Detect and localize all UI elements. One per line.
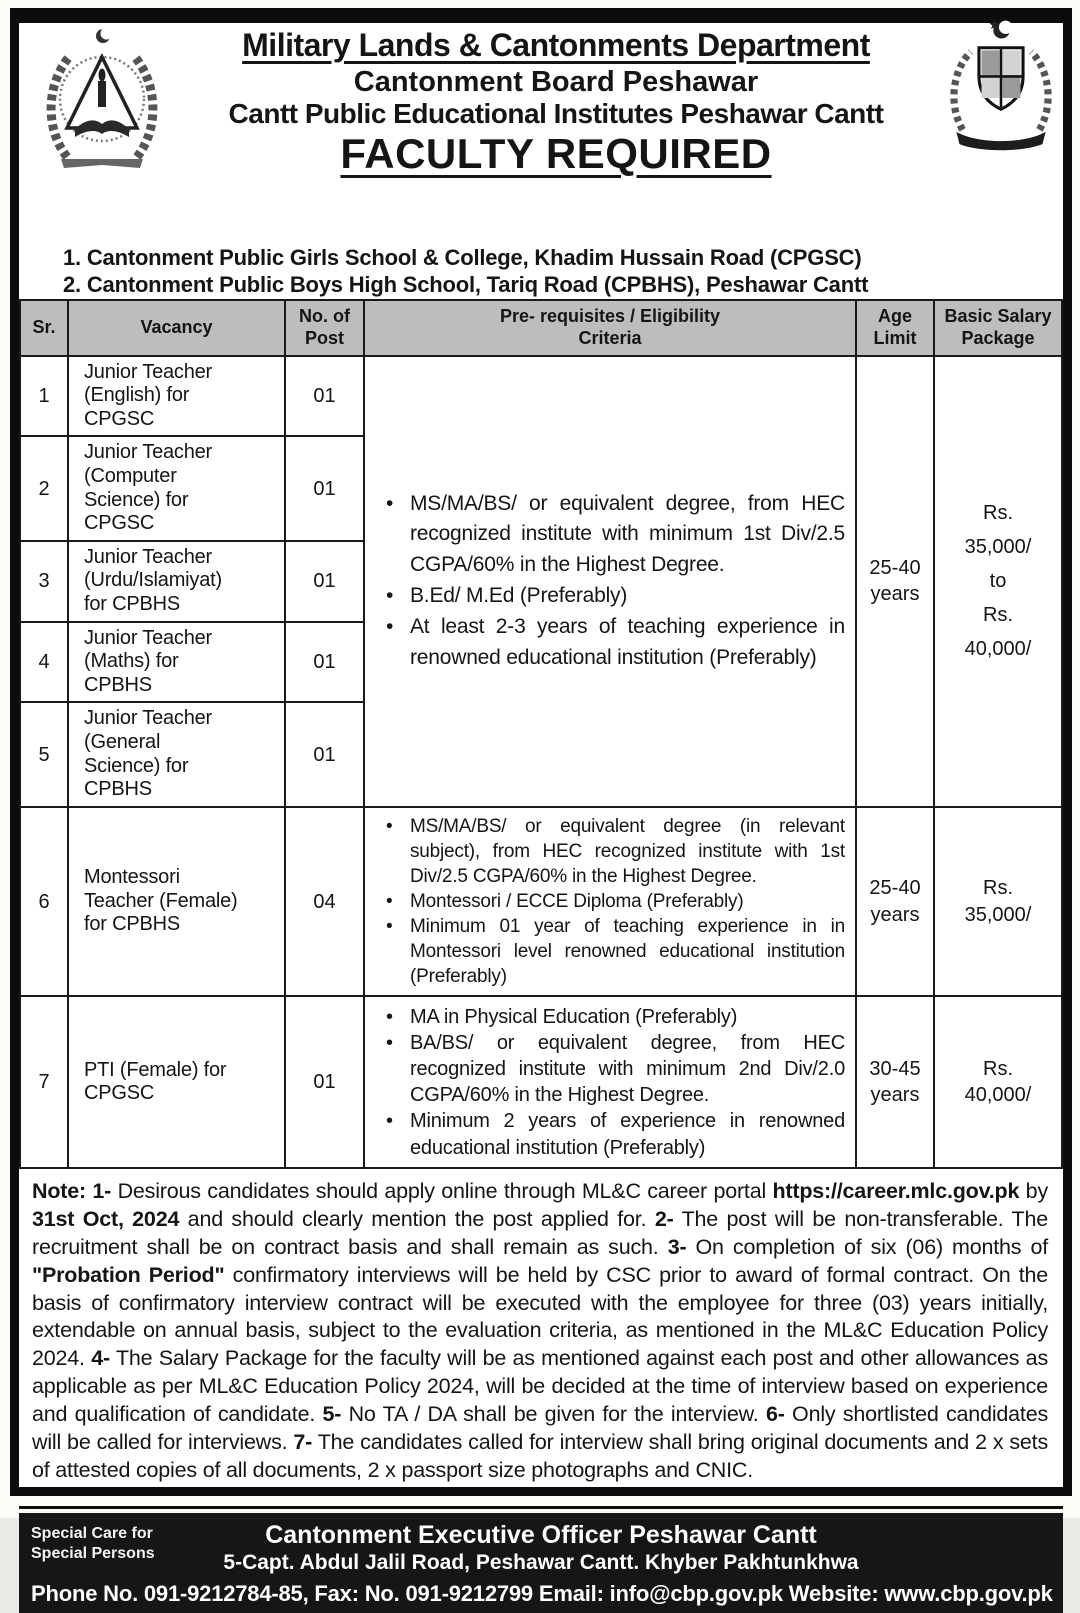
sr-cell: 6 xyxy=(20,807,68,997)
vacancy-cell: Junior Teacher (Urdu/Islamiyat) for CPBHS xyxy=(68,541,285,622)
vacancy-cell: PTI (Female) for CPGSC xyxy=(68,996,285,1168)
badge-line-1: Special Care for xyxy=(31,1525,153,1543)
department-title: Military Lands & Cantonments Department xyxy=(242,27,870,63)
posts-cell: 01 xyxy=(285,622,364,703)
table-header-row xyxy=(20,300,1062,356)
vacancy-cell: Junior Teacher (Maths) for CPBHS xyxy=(68,622,285,703)
col-header-salary: Basic Salary Package xyxy=(934,300,1062,356)
sr-cell: 5 xyxy=(20,702,68,806)
col-header-posts: No. of Post xyxy=(285,300,364,356)
faculty-required-heading: FACULTY REQUIRED xyxy=(340,129,772,177)
criteria-cell-row6: • MS/MA/BS/ or equivalent degree (in relevant subject), from HEC recognized institute with 1st Div/2.5 CGPA/60% in the Highest Degree. • Montessori / ECCE Diploma (Preferably) • Minimum 01 year of teaching experience in in Montessori level renowned educational institution (Preferably) xyxy=(364,807,856,997)
posts-cell: 01 xyxy=(285,356,364,437)
sr-cell: 2 xyxy=(20,436,68,540)
col-header-vacancy: Vacancy xyxy=(68,300,285,356)
vacancies-table xyxy=(19,299,1063,1170)
col-header-criteria: Pre- requisites / Eligibility Criteria xyxy=(364,300,856,356)
posts-cell: 01 xyxy=(285,996,364,1168)
special-care-badge xyxy=(31,1524,155,1564)
age-cell-group1: 25-40 years xyxy=(856,356,934,807)
institutes-title: Cantt Public Educational Institutes Peshawar Cantt xyxy=(228,98,884,130)
advert-footer xyxy=(19,1513,1063,1612)
office-address: 5-Capt. Abdul Jalil Road, Peshawar Cantt. Khyber Pakhtunkhwa xyxy=(223,1551,859,1575)
posts-cell: 01 xyxy=(285,702,364,806)
vacancy-cell: Montessori Teacher (Female) for CPBHS xyxy=(68,807,285,997)
sr-cell: 3 xyxy=(20,541,68,622)
posts-cell: 04 xyxy=(285,807,364,997)
officer-title: Cantonment Executive Officer Peshawar Cantt xyxy=(265,1521,817,1550)
criteria-cell-group1: • MS/MA/BS/ or equivalent degree, from HEC recognized institute with minimum 1st Div/2.5 CGPA/60% in the Highest Degree. • B.Ed/ M.Ed (Preferably) • At least 2-3 years of teaching experience in renowned educational institution (Preferably) xyxy=(364,356,856,807)
posts-cell: 01 xyxy=(285,436,364,540)
col-header-sr: Sr. xyxy=(20,300,68,356)
institute-list xyxy=(19,235,1063,299)
age-cell-row7: 30-45 years xyxy=(856,996,934,1168)
age-cell-row6: 25-40 years xyxy=(856,807,934,997)
table-row xyxy=(20,807,1062,997)
vacancy-cell: Junior Teacher (Computer Science) for CPGSC xyxy=(68,436,285,540)
table-row xyxy=(20,356,1062,437)
institute-line-2: 2. Cantonment Public Boys High School, Tariq Road (CPBHS), Peshawar Cantt xyxy=(63,271,869,297)
note-section: Note: 1- Desirous candidates should apply online through ML&C career portal https://career.mlc.gov.pk by 31st Oct, 2024 and should clearly mention the post applied for. 2- The post will be non-transferable. The recruitment shall be on contract basis and shall remain as such. 3- On completion of six (06) months of "Probation Period" confirmatory interviews will be held by CSC prior to award of formal contract. On the basis of confirmatory interview contract will be executed with the employee for three (03) years initially, extendable on annual basis, subject to the evaluation criteria, as mentioned in the ML&C Education Policy 2024. 4- The Salary Package for the faculty will be as mentioned against each post and other allowances as applicable as per ML&C Education Policy 2024, will be decided at the time of interview based on experience and qualification of candidate. 5- No TA / DA shall be given for the interview. 6- Only shortlisted candidates will be called for interviews. 7- The candidates called for interview shall bring original documents and 2 x sets of attested copies of all documents, 2 x passport size photographs and CNIC. xyxy=(19,1169,1063,1509)
table-row xyxy=(20,996,1062,1168)
board-title: Cantonment Board Peshawar xyxy=(353,66,759,99)
mlc-crest-icon xyxy=(33,25,171,175)
salary-cell-row7: Rs. 40,000/ xyxy=(934,996,1062,1168)
sr-cell: 7 xyxy=(20,996,68,1168)
vacancy-cell: Junior Teacher (General Science) for CPBHS xyxy=(68,702,285,806)
sr-cell: 1 xyxy=(20,356,68,437)
col-header-age: Age Limit xyxy=(856,300,934,356)
pakistan-emblem-icon xyxy=(941,17,1061,179)
posts-cell: 01 xyxy=(285,541,364,622)
contact-line: Phone No. 091-9212784-85, Fax: No. 091-9212799 Email: info@cbp.gov.pk Website: www.cbp.gov.pk xyxy=(31,1580,1053,1606)
header-titles xyxy=(19,23,1063,177)
advert-container xyxy=(10,8,1072,1606)
criteria-cell-row7: • MA in Physical Education (Preferably) • BA/BS/ or equivalent degree, from HEC recognized institute with minimum 2nd Div/2.0 CGPA/60% in the Highest Degree. • Minimum 2 years of experience in renowned educational institution (Preferably) xyxy=(364,996,856,1168)
badge-line-2: Special Persons xyxy=(31,1545,155,1563)
salary-cell-row6: Rs. 35,000/ xyxy=(934,807,1062,997)
salary-cell-group1: Rs. 35,000/ to Rs. 40,000/ xyxy=(934,356,1062,807)
sr-cell: 4 xyxy=(20,622,68,703)
advert-header xyxy=(19,23,1063,235)
institute-line-1: 1. Cantonment Public Girls School & College, Khadim Hussain Road (CPGSC) xyxy=(63,245,862,270)
vacancy-cell: Junior Teacher (English) for CPGSC xyxy=(68,356,285,437)
